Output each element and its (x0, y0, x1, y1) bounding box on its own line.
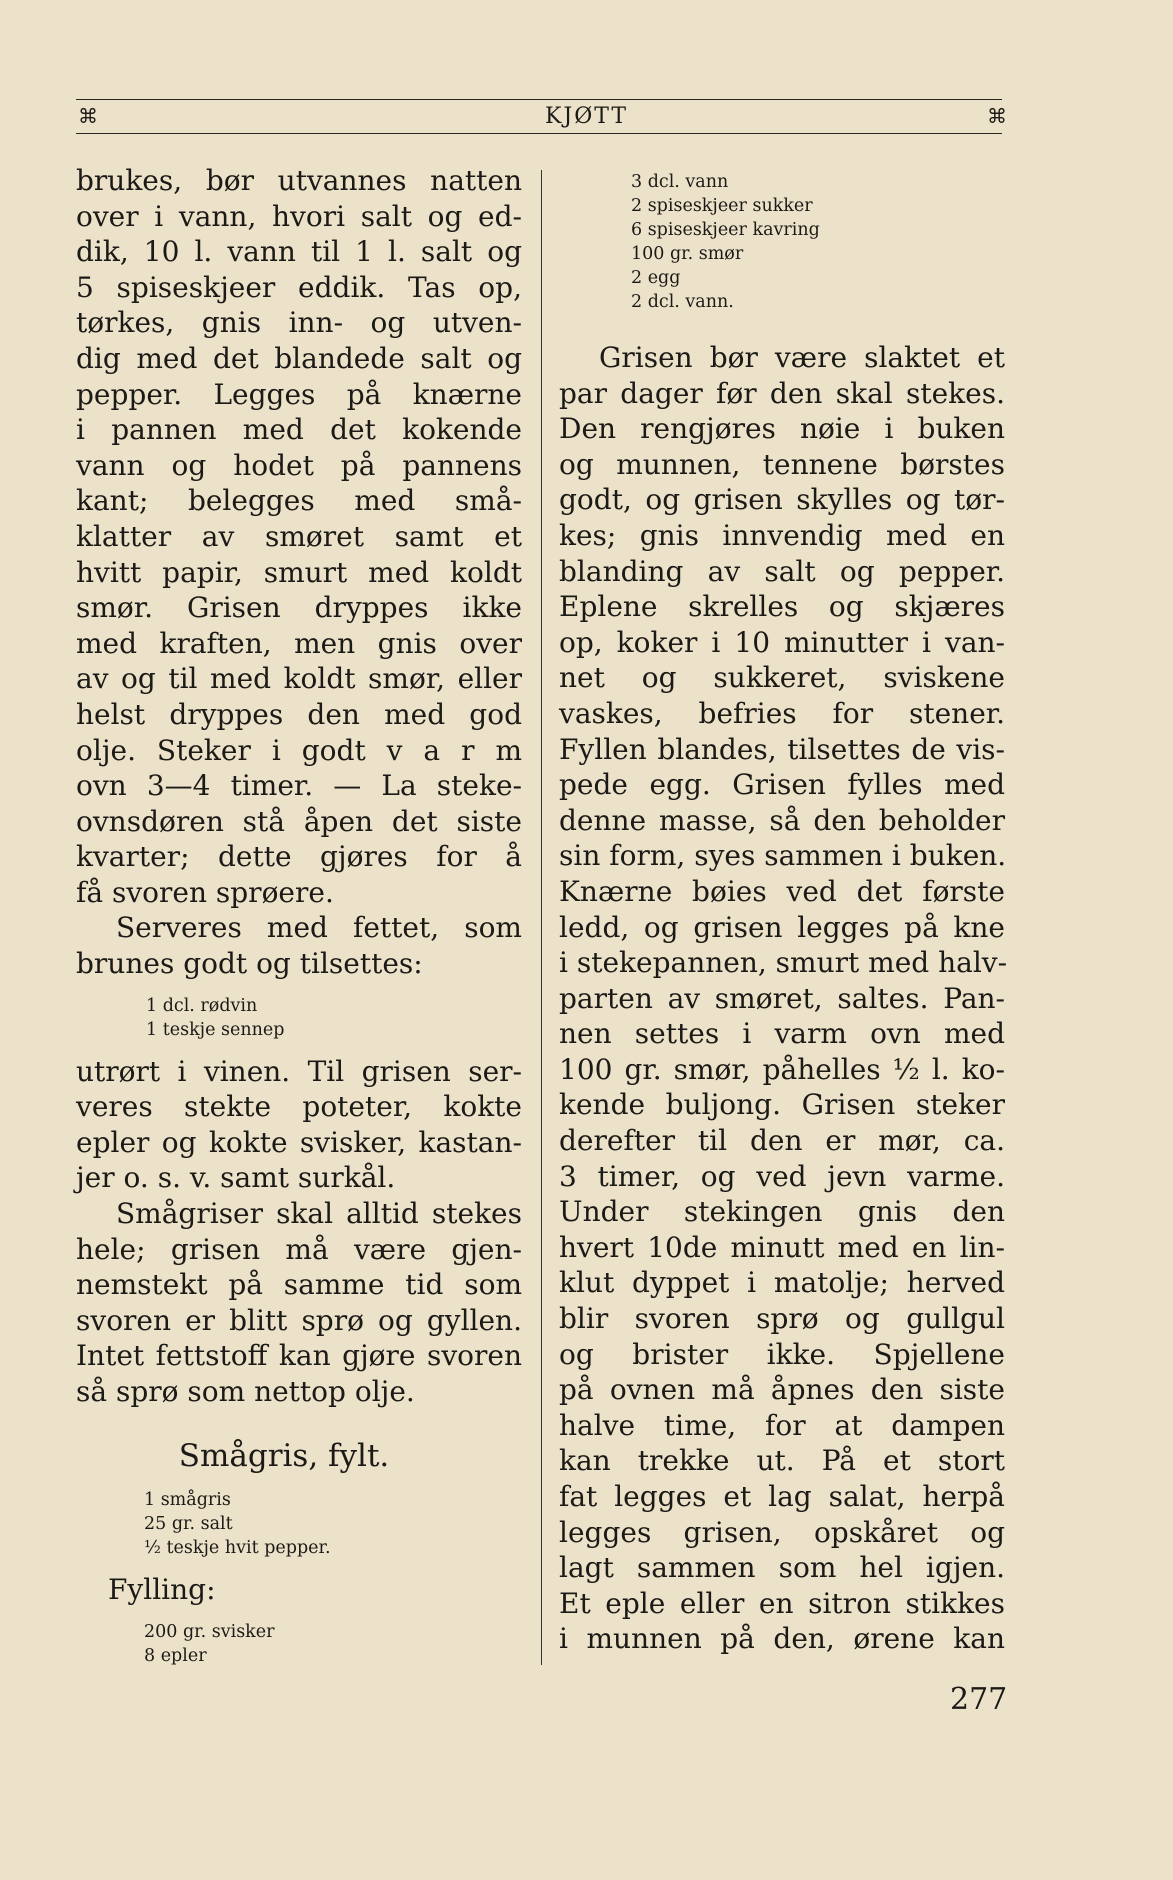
text-line: få svoren sprøere. (76, 875, 334, 909)
text-line: vann og hodet på pannens (76, 448, 522, 482)
text-line: svoren er blitt sprø og gyllen. (76, 1303, 522, 1337)
header-rule-bottom (76, 133, 1002, 134)
text-line: nen settes i varm ovn med (559, 1017, 1005, 1051)
text-line: pepper. Legges på knærne (76, 377, 522, 411)
ingredient-item: 1 dcl. rødvin (146, 995, 258, 1016)
text-line: blanding av salt og pepper. (559, 554, 1005, 588)
text-line: kvarter; dette gjøres for å (76, 840, 522, 874)
text-line: blir svoren sprø og gullgul (559, 1302, 1005, 1336)
text-line: på ovnen må åpnes den siste (559, 1373, 1005, 1407)
text-line: pede egg. Grisen fylles med (559, 768, 1005, 802)
text-line: i pannen med det kokende (76, 413, 522, 447)
paragraph-2 (76, 910, 522, 981)
text-line: ovnsdøren stå åpen det siste (76, 804, 522, 838)
text-line: veres stekte poteter, kokte (76, 1090, 522, 1124)
text-line: godt, og grisen skylles og tør- (559, 483, 1005, 517)
text-line: kant; belegges med små- (76, 484, 522, 518)
text-line: så sprø som nettop olje. (76, 1375, 415, 1408)
text-line: parten av smøret, saltes. Pan- (559, 981, 1005, 1015)
paragraph-3 (76, 1054, 522, 1196)
ingredient-item: 2 egg (631, 268, 681, 288)
text-line: brunes godt og tilsettes: (76, 947, 423, 981)
text-line: 100 gr. smør, påhelles ½ l. ko- (559, 1052, 1005, 1086)
text-line: over i vann, hvori salt og ed- (76, 199, 522, 233)
ingredient-item: 1 smågris (144, 1489, 231, 1510)
ingredient-item: 2 dcl. vann. (631, 292, 734, 312)
header-ornament-right-icon: ⌘ (987, 104, 1007, 128)
text-line: denne masse, så den beholder (559, 803, 1005, 837)
ingredient-item: 25 gr. salt (144, 1513, 233, 1534)
header-rule-top (76, 99, 1002, 100)
page-number: 277 (950, 1682, 1008, 1717)
text-line: dik, 10 l. vann til 1 l. salt og (76, 235, 522, 269)
text-line: Serveres med fettet, som (116, 911, 522, 945)
recipe-title: Smågris, fylt. (178, 1437, 390, 1474)
text-line: net og sukkeret, sviskene (559, 661, 1005, 695)
text-line: kende buljong. Grisen steker (559, 1088, 1005, 1122)
text-line: op, koker i 10 minutter i van- (559, 625, 1005, 659)
text-line: hvitt papir, smurt med koldt (76, 555, 522, 589)
text-line: Grisen bør være slaktet et (599, 341, 1005, 374)
running-header-title: KJØTT (544, 104, 629, 129)
filling-ingredient-list (76, 1620, 522, 1668)
text-line: smør. Grisen dryppes ikke (76, 591, 522, 625)
text-line: helst dryppes den med god (76, 697, 522, 731)
text-line: vaskes, befries for stener. (559, 696, 1005, 730)
text-line: 5 spiseskjeer eddik. Tas op, (76, 270, 522, 304)
text-line: Et eple eller en sitron stikkes (559, 1586, 1005, 1620)
text-line: i munnen på den, ørene kan (559, 1622, 1005, 1656)
text-line: kan trekke ut. På et stort (559, 1444, 1005, 1478)
recipe-ingredient-list (76, 1488, 522, 1560)
ingredient-item: ½ teskje hvit pepper. (144, 1537, 331, 1558)
filling-label: Fylling: (108, 1572, 216, 1606)
text-line: av og til med koldt smør, eller (76, 662, 522, 696)
text-line: Den rengjøres nøie i buken (559, 412, 1005, 446)
ingredient-item: 6 spiseskjeer kavring (631, 220, 820, 240)
ingredient-item: 200 gr. svisker (144, 1621, 275, 1642)
text-line: jer o. s. v. samt surkål. (76, 1161, 396, 1195)
text-line: kes; gnis innvendig med en (559, 518, 1005, 552)
paragraph-1 (76, 163, 522, 910)
text-line: Smågriser skal alltid stekes (116, 1197, 522, 1231)
text-line: med kraften, men gnis over (76, 626, 522, 660)
text-line: klatter av smøret samt et (76, 519, 522, 553)
header-ornament-left-icon: ⌘ (78, 104, 98, 128)
text-line: og munnen, tennene børstes (559, 447, 1005, 481)
right-column (559, 170, 1008, 1657)
text-line: Intet fettstoff kan gjøre svoren (76, 1339, 522, 1373)
ingredient-item: 2 spiseskjeer sukker (631, 196, 813, 216)
filling-ingredient-list-continued (559, 170, 1005, 314)
text-line: Fyllen blandes, tilsettes de vis- (559, 732, 1005, 766)
recipe-instructions (559, 340, 1008, 1657)
text-line: dig med det blandede salt og (76, 341, 522, 375)
text-line: fat legges et lag salat, herpå (559, 1480, 1005, 1513)
column-divider (541, 170, 542, 1665)
text-line: ovn 3—4 timer. — La steke- (76, 769, 522, 803)
text-line: Knærne bøies ved det første (559, 874, 1005, 908)
text-line: 3 timer, og ved jevn varme. (559, 1159, 1005, 1193)
text-line: i stekepannen, smurt med halv- (559, 946, 1008, 980)
text-line: nemstekt på samme tid som (76, 1268, 522, 1302)
text-line: tørkes, gnis inn- og utven- (76, 306, 522, 340)
ingredient-item: 3 dcl. vann (631, 172, 729, 192)
left-column (76, 163, 522, 1668)
text-line: par dager før den skal stekes. (559, 376, 1005, 410)
text-line: lagt sammen som hel igjen. (559, 1551, 1005, 1585)
text-line: olje. Steker i godt v a r m (76, 733, 522, 767)
text-line: og brister ikke. Spjellene (559, 1337, 1005, 1371)
text-line: Eplene skrelles og skjæres (559, 590, 1005, 624)
text-line: klut dyppet i matolje; herved (559, 1266, 1005, 1300)
text-line: ledd, og grisen legges på kne (559, 910, 1005, 944)
text-line: utrørt i vinen. Til grisen ser- (76, 1054, 522, 1088)
text-line: hvert 10de minutt med en lin- (559, 1230, 1005, 1264)
text-line: sin form, syes sammen i buken. (559, 839, 1007, 873)
paragraph-4 (76, 1196, 522, 1410)
ingredient-item: 1 teskje sennep (146, 1019, 285, 1040)
text-line: legges grisen, opskåret og (559, 1515, 1005, 1549)
text-line: hele; grisen må være gjen- (76, 1232, 522, 1266)
text-line: halve time, for at dampen (559, 1408, 1005, 1442)
text-line: Under stekingen gnis den (559, 1195, 1005, 1229)
text-line: derefter til den er mør, ca. (559, 1124, 1005, 1158)
text-line: epler og kokte svisker, kastan- (76, 1125, 522, 1159)
ingredient-item: 8 epler (144, 1645, 207, 1666)
ingredient-item: 100 gr. smør (631, 244, 744, 264)
sauce-ingredient-list (76, 994, 522, 1042)
text-line: brukes, bør utvannes natten (76, 164, 522, 197)
